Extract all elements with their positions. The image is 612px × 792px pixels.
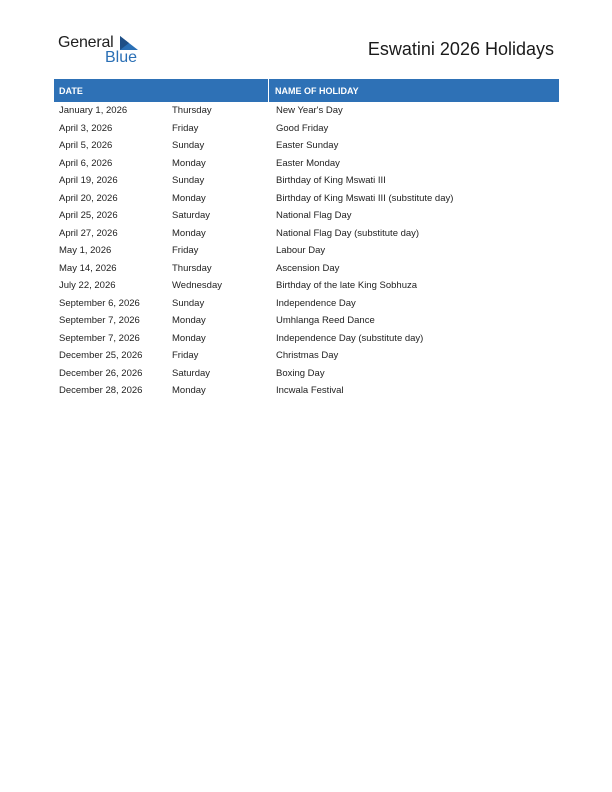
holiday-weekday: Monday xyxy=(172,315,206,327)
holiday-weekday: Sunday xyxy=(172,140,205,152)
holiday-name: Birthday of the late King Sobhuza xyxy=(276,280,418,292)
holiday-name: New Year's Day xyxy=(276,105,343,117)
page-title: Eswatini 2026 Holidays xyxy=(367,39,554,59)
table-row xyxy=(54,207,559,225)
holiday-weekday: Monday xyxy=(172,157,206,169)
table-row xyxy=(54,190,559,208)
holiday-date: December 25, 2026 xyxy=(59,350,143,362)
holiday-date: April 25, 2026 xyxy=(59,210,118,222)
table-row xyxy=(54,277,559,295)
holiday-name: Boxing Day xyxy=(276,367,325,379)
holiday-weekday: Saturday xyxy=(172,210,211,222)
holiday-name: Good Friday xyxy=(276,122,329,134)
holiday-weekday: Wednesday xyxy=(172,280,222,292)
holiday-weekday: Sunday xyxy=(172,175,205,187)
holiday-weekday: Friday xyxy=(172,350,199,362)
table-row xyxy=(54,102,559,120)
table-row xyxy=(54,172,559,190)
header-date: DATE xyxy=(54,79,269,102)
logo-triangle-icon xyxy=(120,36,138,50)
holiday-weekday: Sunday xyxy=(172,297,205,309)
holiday-date: September 7, 2026 xyxy=(59,332,140,344)
holiday-name: Labour Day xyxy=(276,245,326,257)
holiday-name: Ascension Day xyxy=(276,262,340,274)
table-row xyxy=(54,225,559,243)
holiday-weekday: Monday xyxy=(172,332,206,344)
table-row xyxy=(54,155,559,173)
holiday-date: April 3, 2026 xyxy=(59,122,113,134)
logo-text-blue: Blue xyxy=(105,49,138,66)
holiday-date: September 6, 2026 xyxy=(59,297,140,309)
table-header xyxy=(54,79,559,102)
holiday-name: Incwala Festival xyxy=(276,385,344,397)
table-row xyxy=(54,260,559,278)
holiday-weekday: Thursday xyxy=(172,105,212,117)
holiday-date: January 1, 2026 xyxy=(59,105,128,117)
holiday-date: December 28, 2026 xyxy=(59,385,143,397)
holiday-date: April 20, 2026 xyxy=(59,192,118,204)
holiday-name: Umhlanga Reed Dance xyxy=(276,315,375,327)
holidays-table xyxy=(54,79,559,400)
holiday-weekday: Friday xyxy=(172,245,199,257)
holiday-weekday: Thursday xyxy=(172,262,212,274)
holiday-weekday: Saturday xyxy=(172,367,211,379)
holiday-date: September 7, 2026 xyxy=(59,315,140,327)
table-row xyxy=(54,137,559,155)
holiday-name: Independence Day (substitute day) xyxy=(276,332,424,344)
table-row xyxy=(54,120,559,138)
table-row xyxy=(54,312,559,330)
holiday-name: National Flag Day xyxy=(276,210,352,222)
header-holiday-name: NAME OF HOLIDAY xyxy=(275,85,359,96)
holiday-date: April 27, 2026 xyxy=(59,227,118,239)
table-row xyxy=(54,242,559,260)
holiday-name: Birthday of King Mswati III xyxy=(276,175,386,187)
holiday-date: May 14, 2026 xyxy=(59,262,117,274)
holiday-date: July 22, 2026 xyxy=(59,280,116,292)
holiday-date: April 6, 2026 xyxy=(59,157,113,169)
table-row xyxy=(54,295,559,313)
holiday-name: Christmas Day xyxy=(276,350,339,362)
holiday-name: Easter Sunday xyxy=(276,140,339,152)
holiday-date: April 19, 2026 xyxy=(59,175,118,187)
table-row xyxy=(54,365,559,383)
holiday-weekday: Monday xyxy=(172,385,206,397)
holiday-date: April 5, 2026 xyxy=(59,140,113,152)
logo xyxy=(58,34,148,68)
holiday-name: Easter Monday xyxy=(276,157,340,169)
holiday-name: Independence Day xyxy=(276,297,356,309)
holiday-name: Birthday of King Mswati III (substitute day) xyxy=(276,192,454,204)
table-row xyxy=(54,330,559,348)
table-row xyxy=(54,347,559,365)
holiday-weekday: Monday xyxy=(172,192,206,204)
holiday-name: National Flag Day (substitute day) xyxy=(276,227,420,239)
table-row xyxy=(54,382,559,400)
logo-text-general: General xyxy=(58,34,114,51)
holiday-date: May 1, 2026 xyxy=(59,245,112,257)
holiday-date: December 26, 2026 xyxy=(59,367,143,379)
table-body xyxy=(54,102,559,400)
holiday-weekday: Monday xyxy=(172,227,206,239)
holiday-weekday: Friday xyxy=(172,122,199,134)
